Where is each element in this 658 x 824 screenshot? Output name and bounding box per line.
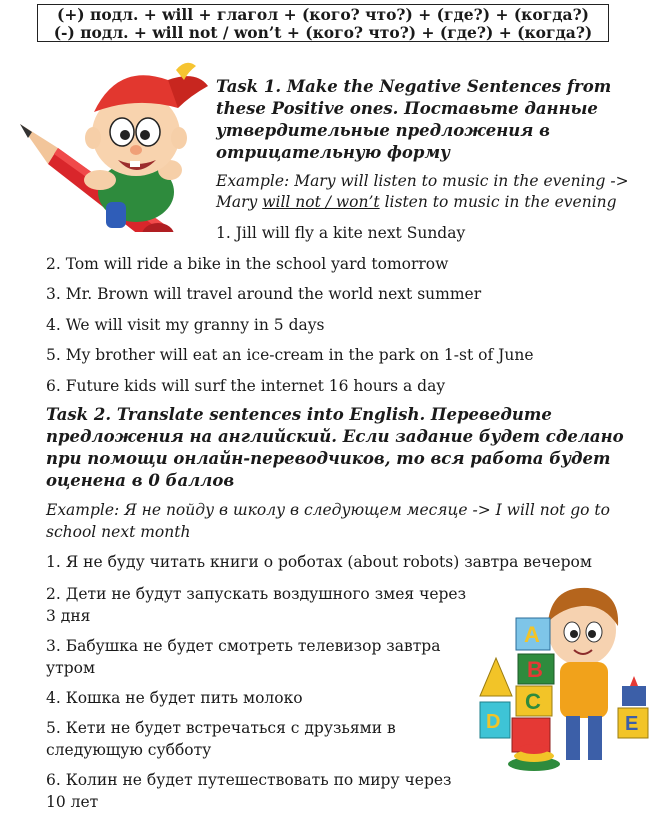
- task1-title-line-4: отрицательную форму: [216, 143, 451, 162]
- boy-with-pencil-illustration: [18, 52, 213, 232]
- task2-item-2-cont: 3 дня: [46, 607, 91, 625]
- task2-item-3-cont: утром: [46, 659, 96, 677]
- example-subject: Mary: [216, 193, 263, 211]
- task2-item-6-cont: 10 лет: [46, 793, 99, 811]
- rule-positive: (+) подл. + will + глагол + (кого? что?) + (где?) + (когда?): [56, 5, 589, 24]
- example-rest: listen to music in the evening: [379, 193, 617, 211]
- block-letter-d: D: [486, 711, 501, 733]
- task1-title-line-2: these Positive ones. Поставьте данные: [216, 99, 598, 118]
- task1-item-2: 2. Tom will ride a bike in the school yard tomorrow: [46, 255, 449, 273]
- task2-item-6: 6. Колин не будет путешествовать по миру через: [46, 771, 452, 789]
- block-letter-e: E: [625, 713, 639, 735]
- task2-example-line-2: school next month: [46, 523, 191, 541]
- task1-example-line-2: [216, 193, 617, 211]
- task2-title-line-1: Task 2. Translate sentences into English. Переведите: [46, 405, 552, 424]
- task1-title-line-1: Task 1. Make the Negative Sentences from: [216, 77, 612, 96]
- task2-item-1: 1. Я не буду читать книги о роботах (about robots) завтра вечером: [46, 553, 592, 571]
- task2-item-2: 2. Дети не будут запускать воздушного змея через: [46, 585, 467, 603]
- task2-title-line-3: при помощи онлайн-переводчиков, то вся работа будет: [46, 449, 611, 468]
- example-negation: will not / won’t: [262, 193, 380, 211]
- task1-item-5: 5. My brother will eat an ice-cream in the park on 1-st of June: [46, 346, 534, 364]
- task2-item-5-cont: следующую субботу: [46, 741, 212, 759]
- task2-example-line-1: Example: Я не пойду в школу в следующем месяце -> I will not go to: [46, 501, 610, 519]
- task1-title-line-3: утвердительные предложения в: [216, 121, 551, 140]
- boy-with-blocks-illustration: [472, 578, 658, 778]
- block-letter-c: C: [525, 689, 541, 714]
- task1-item-3: 3. Mr. Brown will travel around the world next summer: [46, 285, 482, 303]
- task1-item-4: 4. We will visit my granny in 5 days: [46, 316, 325, 334]
- task2-title-line-4: оценена в 0 баллов: [46, 471, 235, 490]
- block-letter-a: A: [524, 622, 540, 647]
- grammar-rule-box: [37, 4, 609, 42]
- task2-item-3: 3. Бабушка не будет смотреть телевизор завтра: [46, 637, 441, 655]
- rule-negative: (-) подл. + will not / won’t + (кого? что?) + (где?) + (когда?): [53, 23, 593, 42]
- task2-item-4: 4. Кошка не будет пить молоко: [46, 689, 303, 707]
- task1-item-6: 6. Future kids will surf the internet 16 hours a day: [46, 377, 446, 395]
- task2-title-line-2: предложения на английский. Если задание будет сделано: [46, 427, 624, 446]
- task1-example-line-1: Example: Mary will listen to music in the evening ->: [216, 172, 629, 190]
- task1-item-1: 1. Jill will fly a kite next Sunday: [216, 224, 466, 242]
- block-letter-b: B: [527, 657, 543, 682]
- task2-item-5: 5. Кети не будет встречаться с друзьями в: [46, 719, 396, 737]
